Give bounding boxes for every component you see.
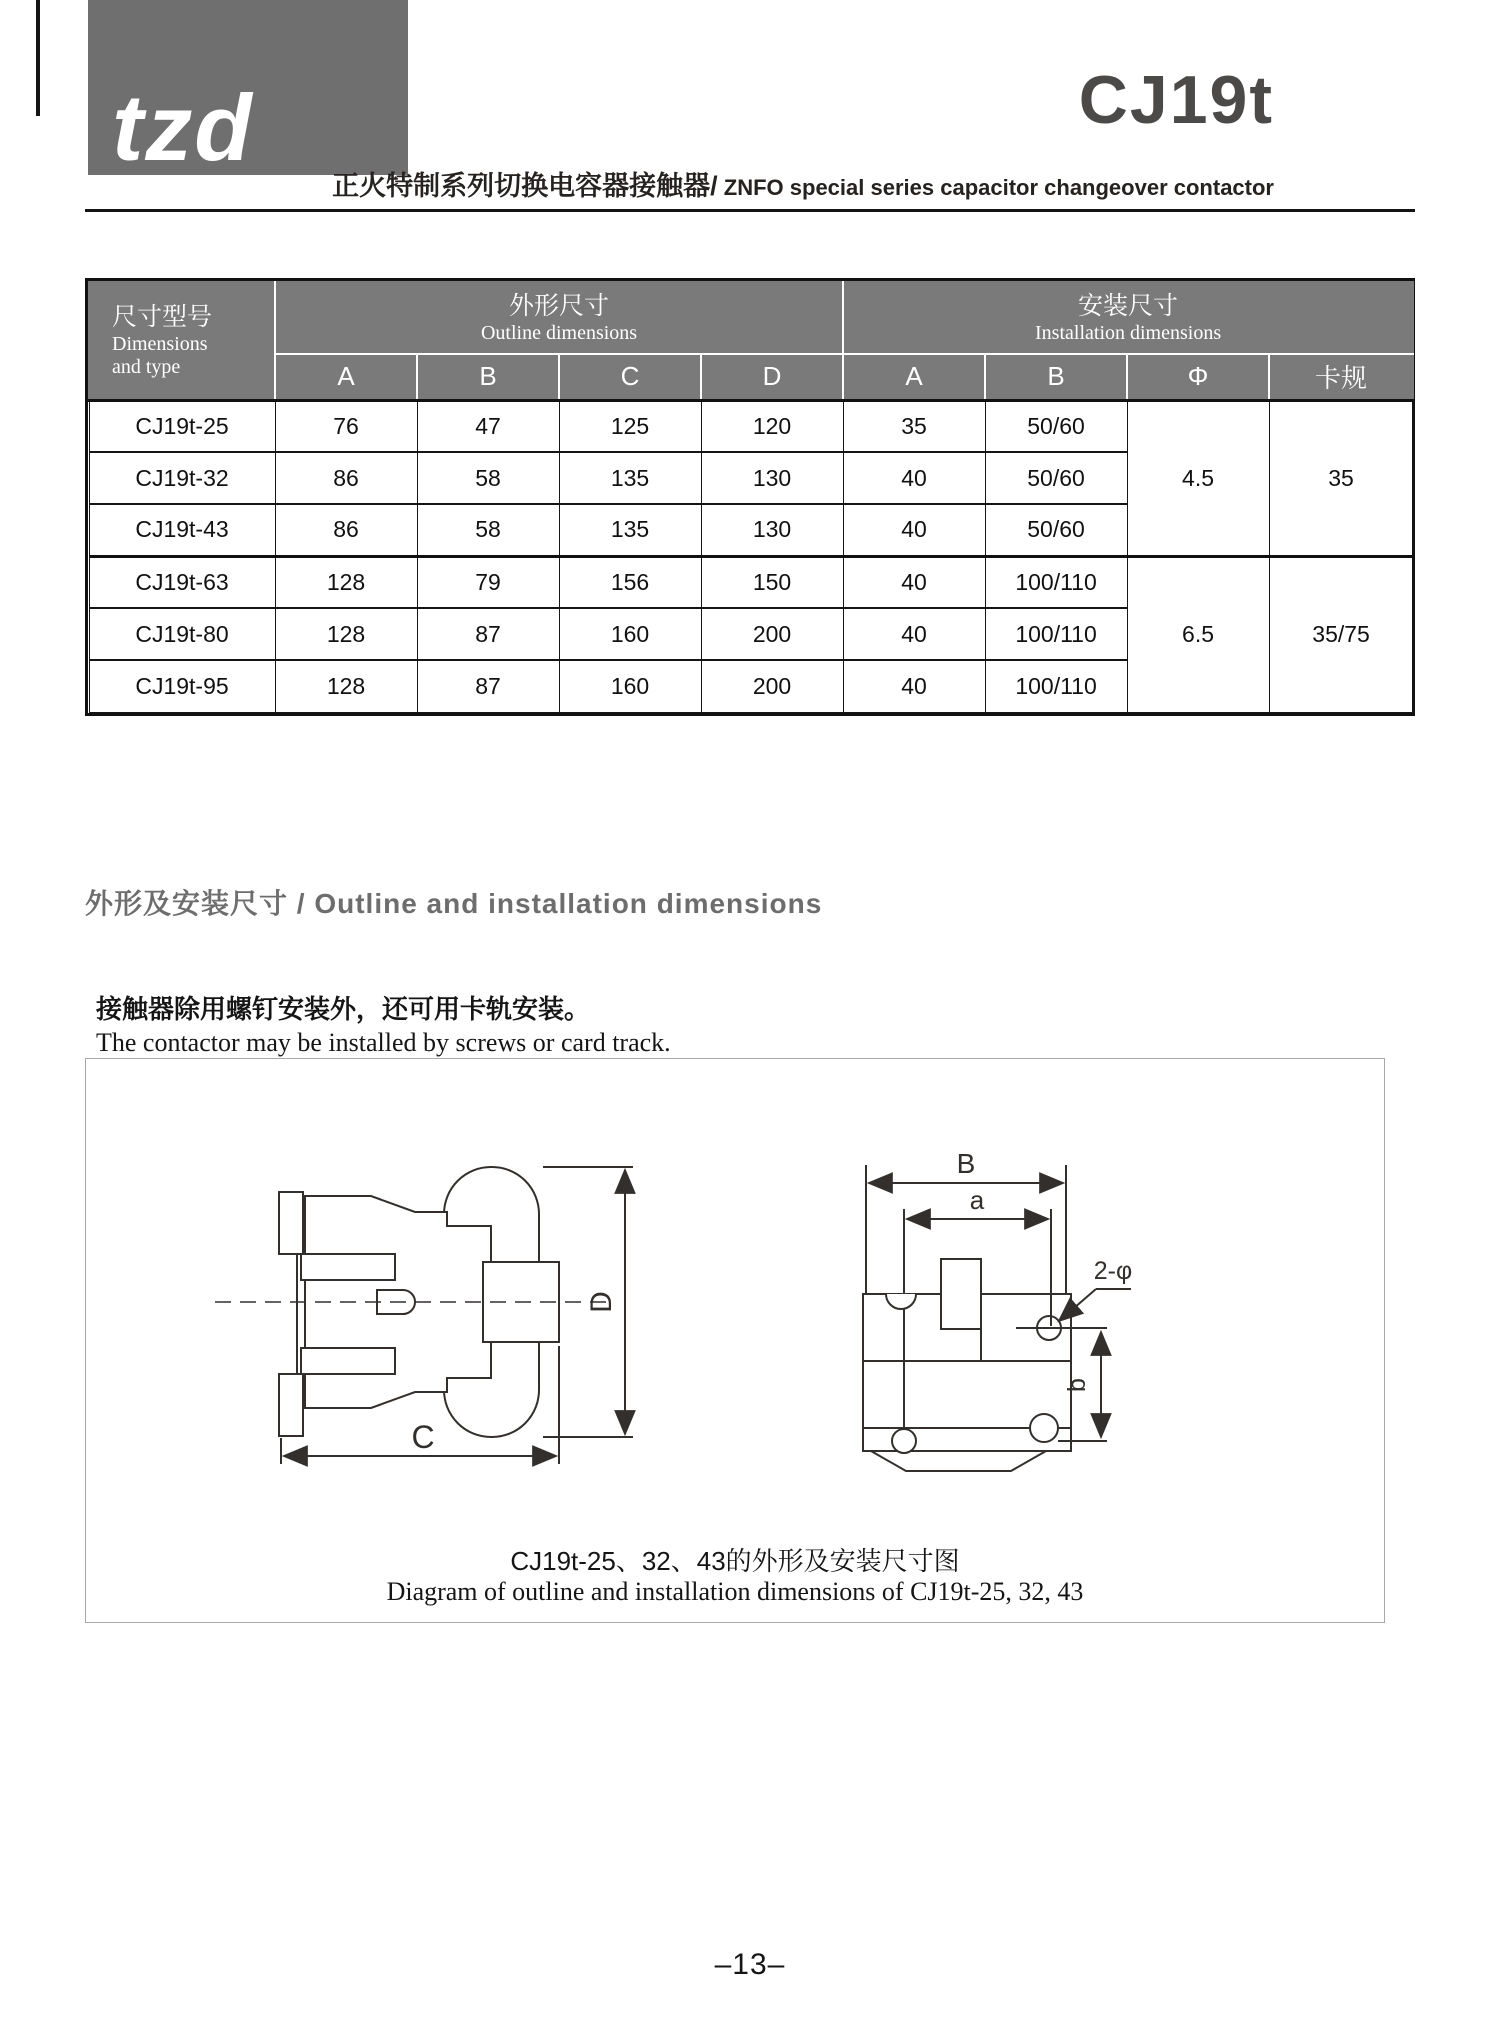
table-row	[89, 556, 1413, 608]
cell-c: 135	[559, 504, 701, 556]
terminal-strip-bottom	[301, 1348, 395, 1374]
col-header-install-B: B	[985, 354, 1127, 400]
cell-install-a: 35	[843, 400, 985, 452]
cell-install-b: 100/110	[985, 556, 1127, 608]
left-margin-tick	[36, 0, 40, 116]
dimensions-table	[85, 278, 1415, 716]
col-header-B: B	[417, 354, 559, 400]
col-header-phi: Φ	[1127, 354, 1269, 400]
bracket-bottom-shape	[279, 1374, 303, 1436]
cell-install-a: 40	[843, 608, 985, 660]
mounting-hole-left	[892, 1429, 916, 1453]
cell-b: 87	[417, 660, 559, 712]
cell-d: 130	[701, 452, 843, 504]
subtitle-chinese: 正火特制系列切换电容器接触器/	[332, 171, 718, 201]
cell-c: 160	[559, 608, 701, 660]
cell-c: 160	[559, 660, 701, 712]
cell-model: CJ19t-25	[89, 400, 275, 452]
cell-model: CJ19t-95	[89, 660, 275, 712]
cell-d: 200	[701, 660, 843, 712]
cell-a: 128	[275, 660, 417, 712]
cell-a: 86	[275, 504, 417, 556]
group-header-outline: 外形尺寸 Outline dimensions	[275, 282, 843, 354]
cell-model: CJ19t-32	[89, 452, 275, 504]
cell-install-b: 50/60	[985, 400, 1127, 452]
dim-label-phi: 2-φ	[1093, 1257, 1133, 1285]
cell-install-b: 100/110	[985, 608, 1127, 660]
cell-install-a: 40	[843, 556, 985, 608]
plate-tab-shape	[941, 1259, 981, 1329]
page-title: CJ19t	[1078, 62, 1274, 138]
col-header-type: 尺寸型号 Dimensions and type	[89, 282, 275, 400]
cell-b: 58	[417, 452, 559, 504]
cell-install-b: 100/110	[985, 660, 1127, 712]
page-subtitle	[332, 164, 1274, 203]
cell-d: 150	[701, 556, 843, 608]
cell-model: CJ19t-63	[89, 556, 275, 608]
plate-notch-shape	[886, 1294, 916, 1309]
diagram-caption-chinese: CJ19t-25、32、43的外形及安装尺寸图	[510, 1546, 960, 1576]
subtitle-english: ZNFO special series capacitor changeover contactor	[717, 175, 1274, 200]
cell-a: 76	[275, 400, 417, 452]
header-rule	[85, 209, 1415, 212]
cell-install-b: 50/60	[985, 452, 1127, 504]
brand-logo: tzd	[112, 74, 254, 180]
cell-c: 135	[559, 452, 701, 504]
cell-b: 58	[417, 504, 559, 556]
installation-note	[96, 993, 671, 1059]
group-header-installation: 安装尺寸 Installation dimensions	[843, 282, 1413, 354]
cell-b: 79	[417, 556, 559, 608]
cell-gauge-group1: 35	[1269, 400, 1413, 556]
table-row	[89, 400, 1413, 452]
page-number: –13–	[714, 1948, 786, 1981]
section-heading: 外形及安装尺寸 / Outline and installation dimensions	[85, 888, 823, 919]
cell-c: 125	[559, 400, 701, 452]
col-header-A: A	[275, 354, 417, 400]
outline-drawing	[201, 1156, 661, 1476]
cell-install-b: 50/60	[985, 504, 1127, 556]
cell-d: 120	[701, 400, 843, 452]
col-header-D: D	[701, 354, 843, 400]
cell-d: 200	[701, 608, 843, 660]
diagram-caption-english: Diagram of outline and installation dimensions of CJ19t-25, 32, 43	[386, 1577, 1084, 1606]
mounting-hole-right	[1030, 1414, 1058, 1442]
cell-model: CJ19t-80	[89, 608, 275, 660]
terminal-strip-top	[301, 1254, 395, 1280]
cell-install-a: 40	[843, 660, 985, 712]
dim-label-d: D	[585, 1291, 618, 1313]
cell-install-a: 40	[843, 504, 985, 556]
note-english: The contactor may be installed by screws or card track.	[96, 1027, 671, 1057]
dim-label-c: C	[411, 1419, 435, 1455]
cell-d: 130	[701, 504, 843, 556]
cell-install-a: 40	[843, 452, 985, 504]
cell-a: 86	[275, 452, 417, 504]
cell-a: 128	[275, 608, 417, 660]
cell-b: 47	[417, 400, 559, 452]
diagram-panel	[85, 1058, 1385, 1623]
dim-label-b-inner: b	[1063, 1378, 1091, 1392]
dim-label-b-outer: B	[956, 1151, 976, 1179]
cell-gauge-group2: 35/75	[1269, 556, 1413, 712]
bracket-top-shape	[279, 1192, 303, 1254]
cell-phi-group2: 6.5	[1127, 556, 1269, 712]
cell-a: 128	[275, 556, 417, 608]
cell-model: CJ19t-43	[89, 504, 275, 556]
dim-label-a: a	[969, 1185, 985, 1215]
col-header-install-A: A	[843, 354, 985, 400]
col-header-C: C	[559, 354, 701, 400]
note-chinese: 接触器除用螺钉安装外，还可用卡轨安装。	[96, 994, 591, 1024]
cell-c: 156	[559, 556, 701, 608]
installation-drawing	[831, 1151, 1151, 1481]
brand-logo-box	[88, 0, 408, 180]
cell-b: 87	[417, 608, 559, 660]
base-outline	[871, 1451, 1046, 1471]
col-header-gauge: 卡规	[1269, 354, 1413, 400]
cell-phi-group1: 4.5	[1127, 400, 1269, 556]
